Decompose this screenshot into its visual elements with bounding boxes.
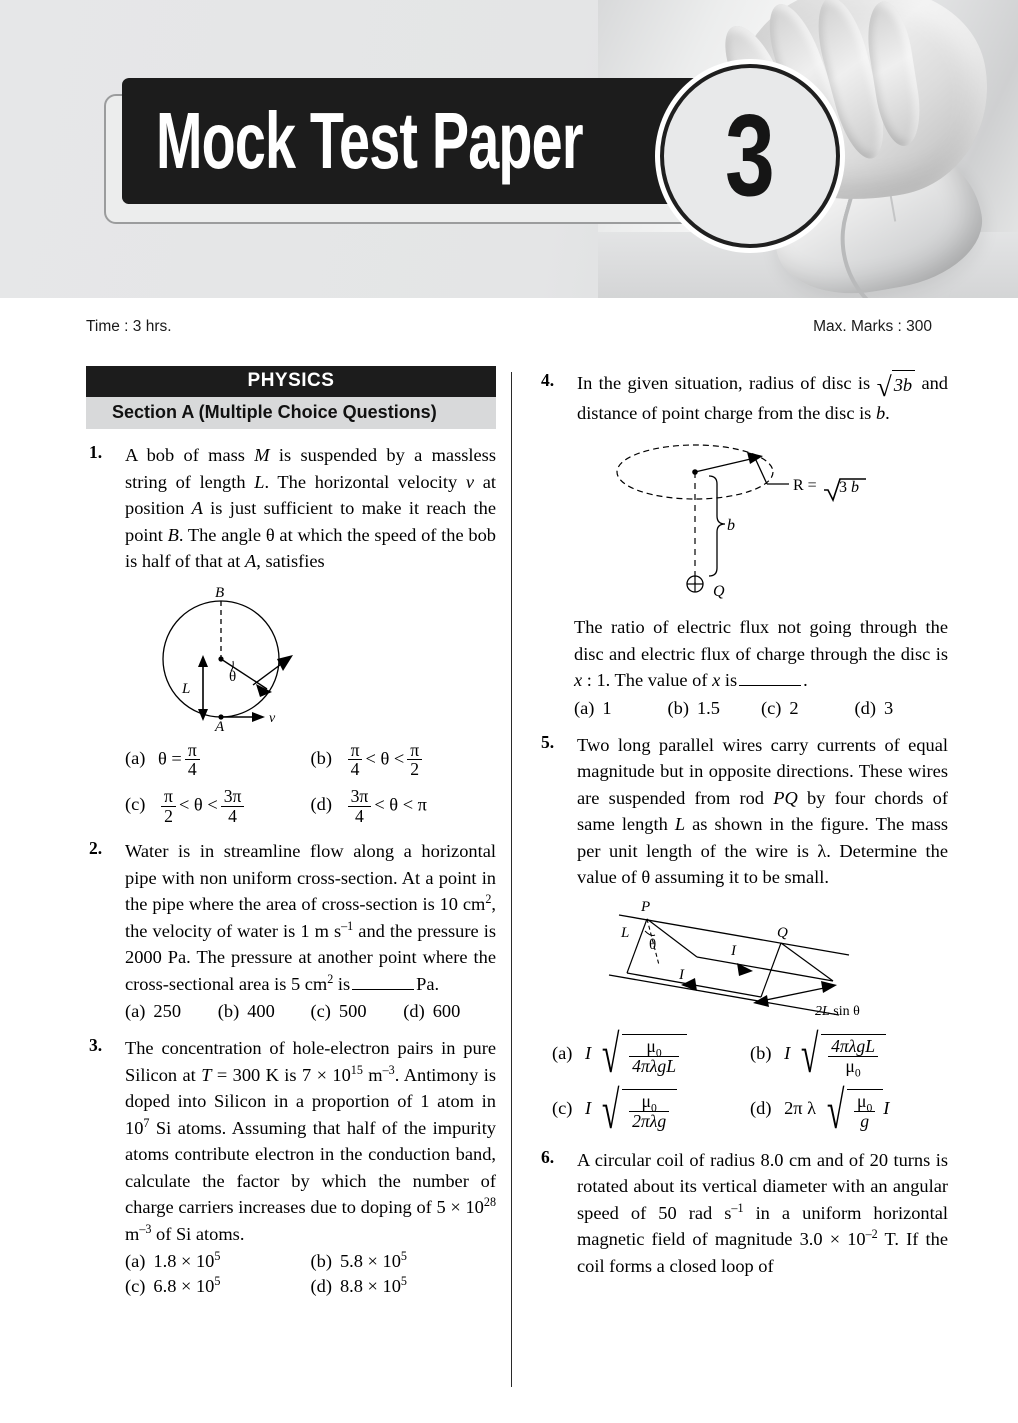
question-5-options-row-1 [552, 1024, 948, 1085]
question-5-option-c[interactable]: (c) I √ $\frac{\mu_0}{\text{2πλg}}$ [552, 1089, 750, 1130]
question-3-options-row-1 [125, 1251, 496, 1272]
figure-label-Q: Q [777, 924, 788, 941]
question-5 [538, 732, 948, 1022]
question-1-options-row-1 [125, 741, 496, 779]
question-6 [538, 1147, 948, 1280]
question-6-number: 6. [541, 1146, 555, 1167]
answer-blank [352, 973, 414, 990]
question-1-option-b[interactable]: (b) $\frac{\pi}{4}$ < θ < $\frac{\pi}{2}$ [311, 741, 497, 779]
question-1-body [125, 442, 496, 825]
question-5-options-row-2 [552, 1079, 948, 1140]
question-4-option-b[interactable]: (b) 1.5 [667, 697, 720, 718]
question-4-body [577, 370, 948, 602]
question-2-option-a[interactable]: (a) 250 [125, 1001, 182, 1022]
question-5-figure [601, 897, 948, 1022]
figure-label-b: b [727, 517, 735, 535]
question-5-text: Two long parallel wires carry currents of equal magnitude but in opposite directions. These wires are suspended from rod PQ by four chords of same length L as shown in the figure. The mass per unit length of the wire is λ. Determine the value of θ assuming it to be small. [577, 734, 949, 888]
figure-label-theta: θ [649, 936, 657, 953]
figure-label-L: L [182, 680, 191, 697]
question-4 [538, 370, 948, 602]
question-3 [86, 1035, 496, 1297]
paper-number: 3 [725, 91, 775, 221]
question-2 [86, 838, 496, 1022]
question-2-option-d[interactable]: (d) 600 [403, 1001, 461, 1022]
figure-label-R: R = [793, 477, 817, 495]
question-1-option-c[interactable]: (c) $\frac{\pi}{2}$ < θ < $\frac{3\pi}{4}$ [125, 787, 311, 825]
question-columns [86, 366, 956, 1396]
figure-label-2Lsin: 2L sin θ [815, 1003, 860, 1019]
question-5-option-b[interactable]: (b) I √ $\frac{\text{4πλgL}}{\mu_0}$ [750, 1034, 948, 1075]
question-1 [86, 442, 496, 825]
figure-label-R-radical [824, 479, 866, 500]
exam-max-marks: Max. Marks : 300 [813, 318, 932, 335]
question-5-number: 5. [541, 731, 555, 752]
question-5-body [577, 732, 948, 1022]
question-6-text: A circular coil of radius 8.0 cm and of 20 turns is rotated about its vertical diameter with an angular speed of 50 rad $s^{-1}$ in a uniform horizontal magnetic field of magnitude $3.0 \times 10^{-2}$ T. If the coil forms a closed loop of [577, 1149, 948, 1276]
question-2-option-c[interactable]: (c) 500 [310, 1001, 367, 1022]
figure-label-B: B [215, 584, 225, 601]
question-3-text: The concentration of hole-electron pairs in pure Silicon at T = 300 K is $7 \times 10^{15}$ $m^{-3}$. Antimony is doped into Silicon in a proportion of 1 atom in $10^7$ Si atoms. Assuming that half of the impurity atoms contribute electron in the conduction band, calculate the factor by which the number of charge carriers increases due to doping of $5 \times 10^{28}$ $m^{-3}$ of Si atoms. [125, 1038, 496, 1244]
question-1-options-row-2 [125, 787, 496, 825]
question-4-options [574, 698, 948, 719]
sqrt-3b: √ 3b [877, 370, 916, 400]
question-4-option-d[interactable]: (d) 3 [854, 697, 894, 718]
figure-label-L: L [621, 924, 630, 941]
question-1-text: A bob of mass M is suspended by a massless string of length L. The horizontal velocity v at position A is just sufficient to make it reach the point B. The angle θ at which the speed of the bob is half of that at A, satisfies [125, 445, 497, 571]
figure-label-P: P [641, 898, 651, 915]
question-4-number: 4. [541, 370, 555, 390]
section-header: Section A (Multiple Choice Questions) [86, 397, 496, 429]
question-6-body [577, 1147, 948, 1280]
figure-label-A: A [215, 718, 225, 731]
question-4-text: In the given situation, radius of disc is √ 3b and distance of point charge from the disc is b. [577, 370, 948, 423]
figure-label-I-upper: I [731, 942, 736, 959]
page-banner [0, 0, 1018, 298]
question-4-figure [577, 432, 948, 602]
question-4-option-a[interactable]: (a) 1 [574, 697, 612, 718]
question-3-number: 3. [89, 1035, 103, 1056]
question-1-number: 1. [89, 442, 103, 462]
question-2-options [125, 1001, 496, 1022]
figure-label-theta: θ [229, 668, 237, 685]
title-plate [122, 78, 702, 204]
svg-text:3: 3 [839, 479, 847, 497]
question-5-option-a[interactable]: (a) I √ $\frac{\mu_0}{\text{4πλgL}}$ [552, 1034, 750, 1075]
question-1-option-a[interactable]: (a) θ = $\frac{\pi}{4}$ [125, 741, 311, 779]
left-column [86, 366, 496, 1297]
right-column [538, 366, 948, 1279]
question-3-body [125, 1035, 496, 1297]
question-2-text: Water is in streamline flow along a horizontal pipe with non uniform cross-section. At a point in the pipe where the area of cross-section is 10 $cm^2$, the velocity of water is 1 m $s^{-1}$ and the pressure is 2000 Pa. The pressure at another point where the cross-sectional area is 5 $cm^2$ is Pa. [125, 841, 496, 994]
figure-label-Q: Q [713, 583, 725, 601]
question-3-option-b[interactable]: (b) $5.8 \times 10^5$ [310, 1249, 407, 1272]
question-3-option-d[interactable]: (d) $8.8 \times 10^5$ [310, 1274, 407, 1297]
page-title: Mock Test Paper [156, 96, 583, 186]
question-3-options-row-2 [125, 1276, 496, 1297]
question-1-option-d[interactable]: (d) $\frac{3\pi}{4}$ < θ < π [310, 785, 427, 826]
question-2-body [125, 838, 496, 1022]
column-divider [511, 372, 512, 1387]
figure-label-v: v [269, 710, 276, 726]
question-4-continuation: The ratio of electric flux not going through the disc and electric flux of charge through the disc is x : 1. The value of x is . [574, 617, 948, 691]
question-2-number: 2. [89, 838, 103, 859]
subject-header: PHYSICS [86, 366, 496, 397]
question-3-option-a[interactable]: (a) $1.8 \times 10^5$ [125, 1249, 221, 1272]
figure-label-I-lower: I [679, 966, 684, 983]
question-2-option-b[interactable]: (b) 400 [217, 1001, 275, 1022]
question-4-option-c[interactable]: (c) 2 [761, 697, 799, 718]
exam-time: Time : 3 hrs. [86, 318, 172, 335]
svg-text:b: b [851, 479, 859, 497]
exam-meta-row [86, 318, 932, 336]
question-3-option-c[interactable]: (c) $6.8 \times 10^5$ [125, 1274, 221, 1297]
question-5-option-d[interactable]: (d) 2π λ √ $\frac{\mu_0}{g}$ I [750, 1079, 890, 1140]
answer-blank [739, 670, 801, 687]
question-1-figure [125, 581, 496, 731]
paper-number-badge [660, 64, 840, 248]
